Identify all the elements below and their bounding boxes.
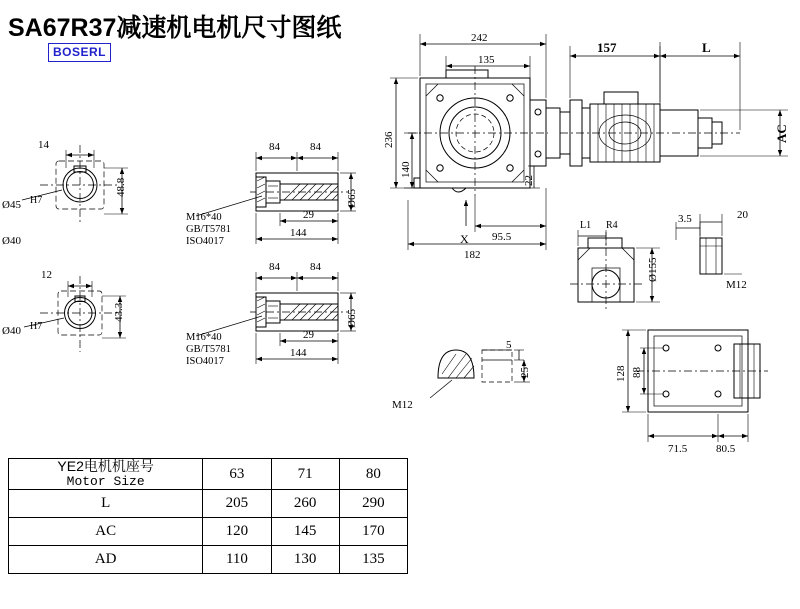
table-header-col-1: 71 bbox=[271, 459, 339, 490]
table-row bbox=[9, 518, 408, 546]
table-header-label bbox=[9, 459, 203, 490]
dim-242: 242 bbox=[471, 32, 488, 44]
note-std2-top: ISO4017 bbox=[186, 236, 224, 247]
dim-144-top: 144 bbox=[290, 227, 307, 239]
dim-144-bottom: 144 bbox=[290, 347, 307, 359]
table-header-row bbox=[9, 459, 408, 490]
dim-20: 20 bbox=[737, 209, 748, 221]
dim-shaft-dia-top: Ø45 bbox=[2, 199, 21, 211]
label-m12-bottom: M12 bbox=[392, 399, 413, 411]
brand-logo: BOSERL bbox=[48, 43, 111, 62]
dim-shaft-dia-top-sup: H7 bbox=[30, 195, 43, 206]
dim-L: L bbox=[702, 40, 711, 55]
table-cell-AD-63: 110 bbox=[203, 546, 271, 574]
dim-height-bottom: 43.3 bbox=[113, 302, 125, 322]
table-cell-L-71: 260 bbox=[271, 490, 339, 518]
table-cell-AD-71: 130 bbox=[271, 546, 339, 574]
table-row-label-L: L bbox=[9, 490, 203, 518]
dim-95-5: 95.5 bbox=[492, 231, 512, 243]
dim-25: 25 bbox=[519, 367, 531, 378]
table-cell-AD-80: 135 bbox=[339, 546, 407, 574]
dim-dia65-bottom: Ø65 bbox=[346, 309, 358, 328]
dim-29-bottom: 29 bbox=[303, 329, 314, 341]
dim-keyway-top: 14 bbox=[38, 139, 49, 151]
dim-84-b-bottom: 84 bbox=[310, 261, 321, 273]
dim-shaft-dia-bottom-sup: H7 bbox=[30, 321, 43, 332]
note-bolt-top: M16*40 bbox=[186, 212, 222, 223]
dim-shaft-dia-bottom: Ø40 bbox=[2, 325, 21, 337]
dim-80-5: 80.5 bbox=[716, 443, 736, 455]
table-header-label-en: Motor Size bbox=[66, 474, 145, 489]
dim-dia155: Ø155 bbox=[647, 257, 659, 282]
dim-L1: L1 bbox=[580, 220, 592, 231]
table-row-label-AC: AC bbox=[9, 518, 203, 546]
dim-84-a-bottom: 84 bbox=[269, 261, 280, 273]
dim-236: 236 bbox=[383, 131, 395, 148]
table-row bbox=[9, 546, 408, 574]
dim-dia-40-label: Ø40 bbox=[2, 235, 21, 247]
table-row bbox=[9, 490, 408, 518]
dim-22: 22 bbox=[523, 175, 535, 186]
dim-height-top: 48.8 bbox=[115, 177, 127, 197]
dim-keyway-bottom: 12 bbox=[41, 269, 52, 281]
dim-88: 88 bbox=[631, 367, 643, 378]
note-std1-top: GB/T5781 bbox=[186, 224, 231, 235]
dim-84-a-top: 84 bbox=[269, 141, 280, 153]
dim-182: 182 bbox=[464, 249, 481, 261]
table-cell-L-80: 290 bbox=[339, 490, 407, 518]
dim-71-5: 71.5 bbox=[668, 443, 688, 455]
dim-dia65-top: Ø65 bbox=[346, 189, 358, 208]
dim-128: 128 bbox=[615, 365, 627, 382]
dim-m12-right: M12 bbox=[726, 279, 747, 291]
table-row-label-AD: AD bbox=[9, 546, 203, 574]
table-header-label-cn: YE2电机机座号 bbox=[57, 458, 154, 474]
dim-AC: AC bbox=[774, 124, 789, 143]
dim-135: 135 bbox=[478, 54, 495, 66]
dim-140: 140 bbox=[400, 161, 412, 178]
table-cell-AC-80: 170 bbox=[339, 518, 407, 546]
motor-size-table bbox=[8, 458, 408, 574]
dim-84-b-top: 84 bbox=[310, 141, 321, 153]
table-header-col-0: 63 bbox=[203, 459, 271, 490]
dim-157: 157 bbox=[597, 40, 617, 55]
page-title: SA67R37减速机电机尺寸图纸 bbox=[8, 14, 342, 42]
dim-5: 5 bbox=[506, 339, 512, 351]
dim-29-top: 29 bbox=[303, 209, 314, 221]
table-cell-AC-63: 120 bbox=[203, 518, 271, 546]
note-bolt-bottom: M16*40 bbox=[186, 332, 222, 343]
table-header-col-2: 80 bbox=[339, 459, 407, 490]
table-cell-L-63: 205 bbox=[203, 490, 271, 518]
mark-x: X bbox=[460, 232, 469, 246]
note-std1-bottom: GB/T5781 bbox=[186, 344, 231, 355]
table-cell-AC-71: 145 bbox=[271, 518, 339, 546]
dim-3-5: 3.5 bbox=[678, 213, 692, 225]
note-std2-bottom: ISO4017 bbox=[186, 356, 224, 367]
dim-R4: R4 bbox=[606, 220, 618, 231]
